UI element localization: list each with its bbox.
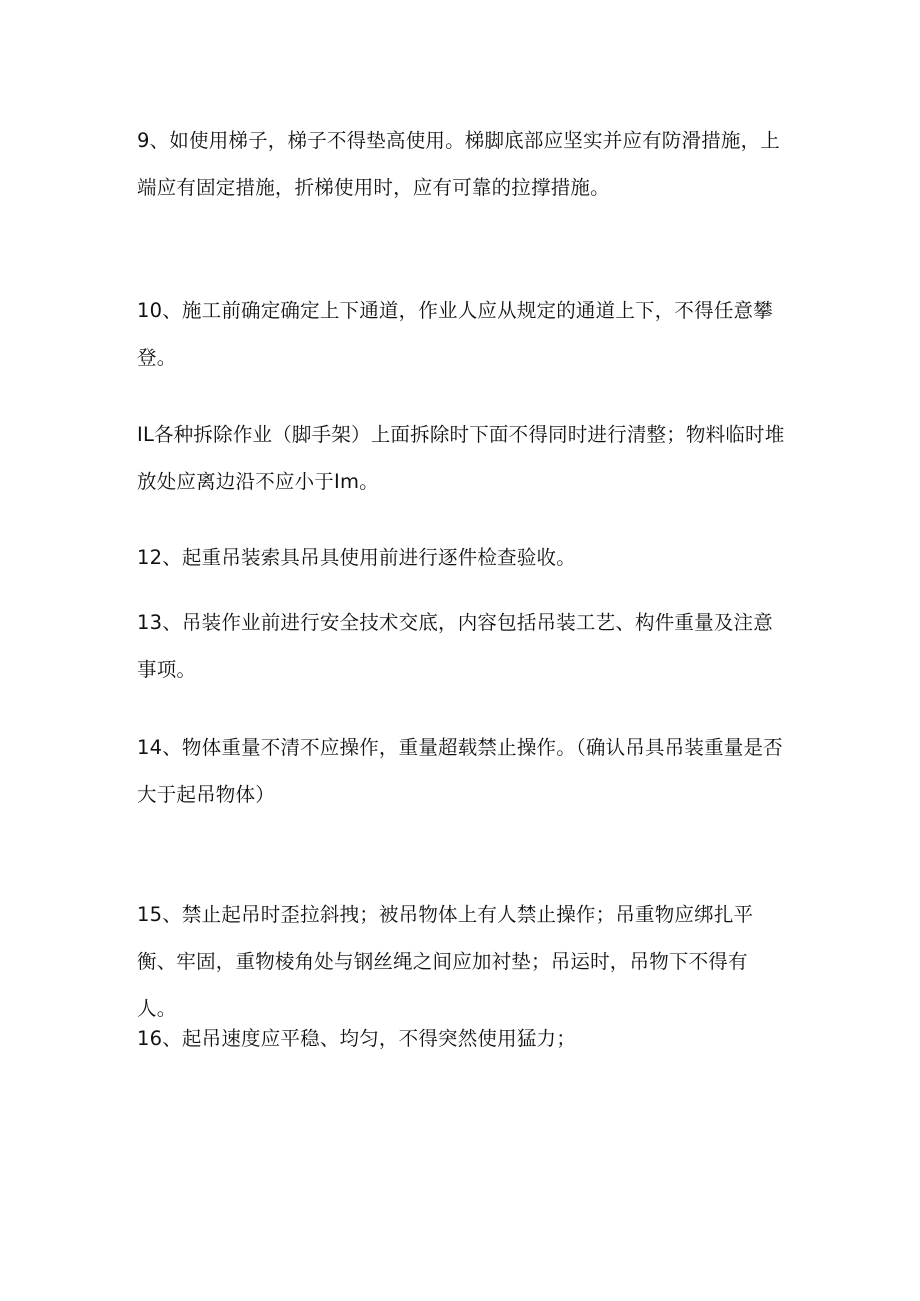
- paragraph-item-10: 10、施工前确定确定上下通道，作业人应从规定的通道上下，不得任意攀登。: [137, 299, 773, 369]
- paragraph-item-15: 15、禁止起吊时歪拉斜拽；被吊物体上有人禁止操作；吊重物应绑扎平衡、牢固，重物棱角处与钢丝绳之间应加衬垫；吊运时，吊物下不得有人。: [137, 903, 754, 1020]
- paragraph-item-9: 9、如使用梯子，梯子不得垫高使用。梯脚底部应坚实并应有防滑措施，上端应有固定措施，折梯使用时，应有可靠的拉撑措施。: [137, 129, 781, 199]
- paragraph-item-13: 13、吊装作业前进行安全技术交底，内容包括吊装工艺、构件重量及注意事项。: [137, 611, 773, 681]
- paragraph-item-14: 14、物体重量不清不应操作，重量超载禁止操作。（确认吊具吊装重量是否大于起吊物体）: [137, 736, 783, 806]
- paragraph-item-11: IL各种拆除作业（脚手架）上面拆除时下面不得同时进行清整；物料临时堆放处应离边沿不应小于Im。: [137, 423, 785, 493]
- paragraph-item-16: 16、起吊速度应平稳、均匀，不得突然使用猛力；: [137, 1027, 576, 1050]
- paragraph-item-12: 12、起重吊装索具吊具使用前进行逐件检查验收。: [137, 546, 576, 569]
